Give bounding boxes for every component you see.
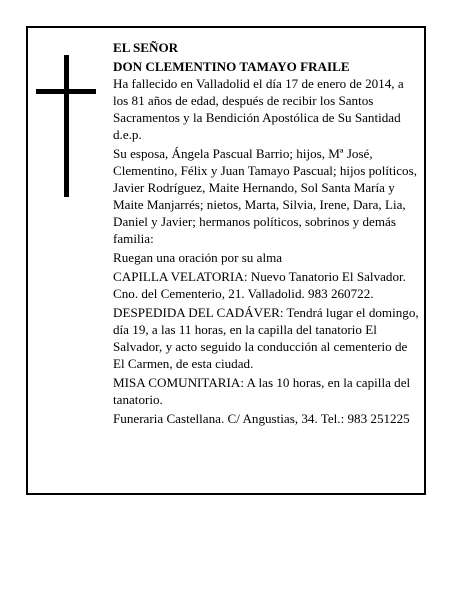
funeral-home-info: Funeraria Castellana. C/ Angustias, 34. Tel.: 983 251225: [113, 411, 410, 426]
funeral-info: DESPEDIDA DEL CADÁVER: Tendrá lugar el domingo, día 19, a las 11 horas, en la capilla del tanatorio El Salvador, y acto seguido la conducción al cementerio de El Carmen, de esta ciudad.: [113, 305, 419, 371]
cross-icon: [36, 55, 96, 197]
obituary-notice: [26, 26, 426, 495]
notice-text: [113, 39, 421, 429]
chapel-info: CAPILLA VELATORIA: Nuevo Tanatorio El Salvador. Cno. del Cementerio, 21. Valladolid. 983 260722.: [113, 269, 406, 301]
notice-title: EL SEÑOR: [113, 40, 179, 55]
deceased-name: DON CLEMENTINO TAMAYO FRAILE: [113, 59, 350, 74]
family-list: Su esposa, Ángela Pascual Barrio; hijos, Mª José, Clementino, Félix y Juan Tamayo Pascual; hijos políticos, Javier Rodríguez, Maite Hernando, Sol Santa María y Maite Manjarrés; nietos, Marta, Silvia, Irene, Dara, Lia, Daniel y Javier; hermanos políticos, sobrinos y demás familia:: [113, 146, 417, 246]
prayer-request: Ruegan una oración por su alma: [113, 250, 283, 265]
cross-horizontal-bar: [36, 89, 96, 94]
death-info: Ha fallecido en Valladolid el día 17 de enero de 2014, a los 81 años de edad, después de recibir los Santos Sacramentos y la Bendición Apostólica de Su Santidad d.e.p.: [113, 76, 404, 142]
mass-info: MISA COMUNITARIA: A las 10 horas, en la capilla del tanatorio.: [113, 375, 411, 407]
cross-vertical-bar: [64, 55, 69, 197]
